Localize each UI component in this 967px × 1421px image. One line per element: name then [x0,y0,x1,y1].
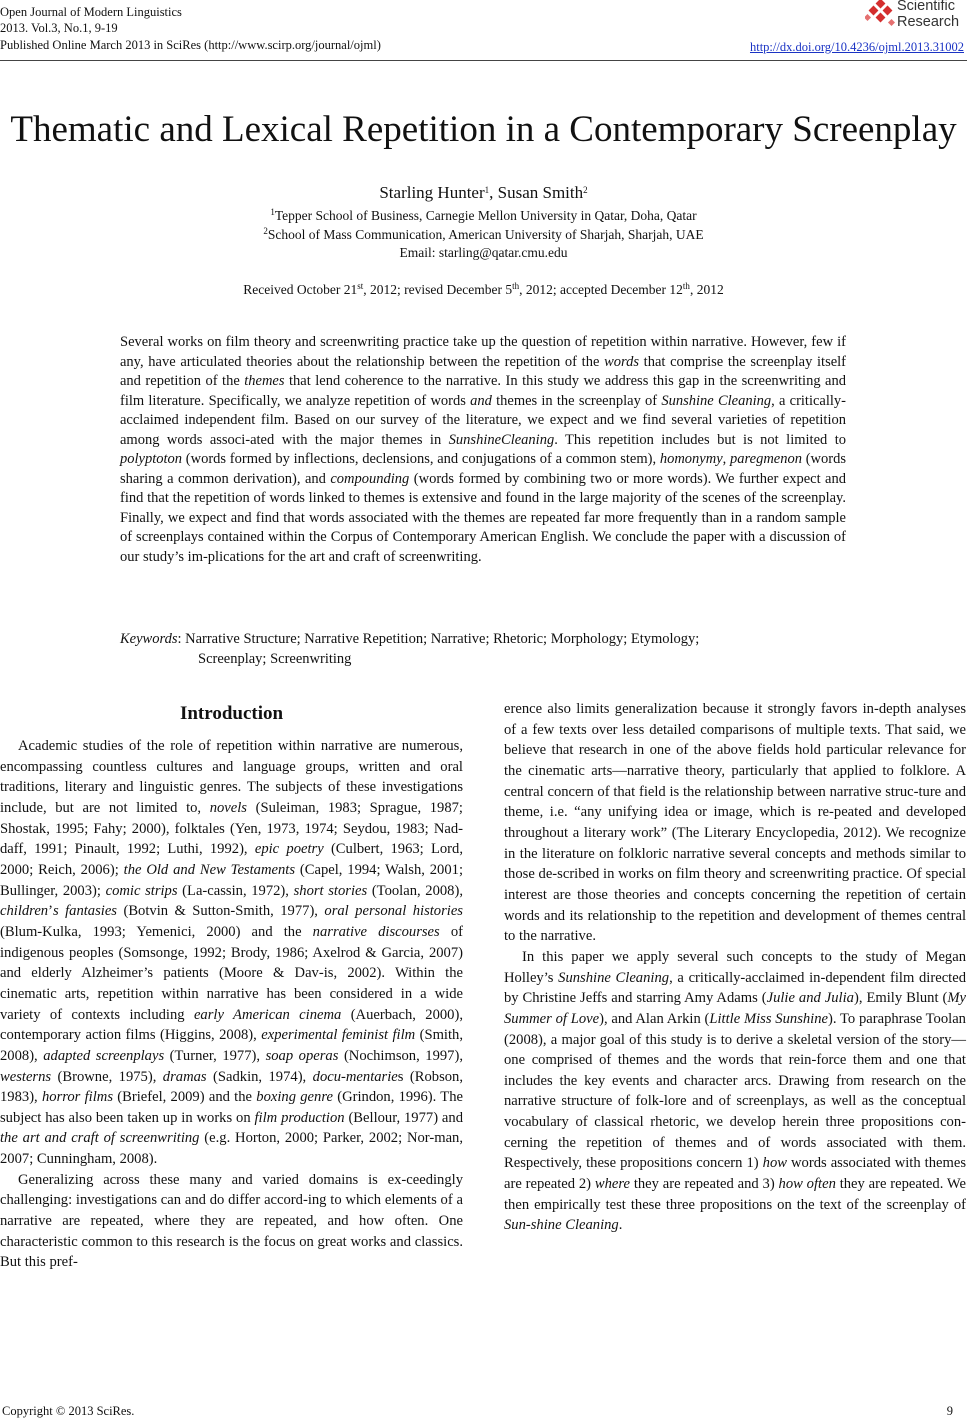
email-line: Email: starling@qatar.cmu.edu [399,245,568,260]
text-run: words associated with themes are repeated 2) [504,1155,966,1193]
journal-name: Open Journal of Modern Linguistics [0,5,182,19]
italic-run: horror films [41,1089,113,1106]
italic-run: early American cinema [193,1006,342,1023]
body-column-left [0,736,463,1273]
text-run: (words formed by inflections, declensions, and conjugations of a common stem), [182,451,660,468]
italic-run: short stories [293,882,368,899]
text-run: ), and Alan Arkin ( [599,1010,710,1027]
text-run: (Toolan, 2008), [367,882,463,899]
italic-run: how [762,1155,787,1172]
author-list [0,182,967,204]
text-run: Several works on film theory and screenwriting practice take up the question of repetition within narrative. However, few if any, have articulated theories about the relationship between the repetition of the [120,334,846,370]
date-text: , 2012; revised December 5 [363,282,513,297]
author-name: Starling Hunter [379,183,485,202]
text-run: (e.g. Horton, 2000; Parker, 2002; Nor-man, 2007; Cunningham, 2008). [0,1130,463,1168]
text-run: erence also limits generalization because it strongly favors in-depth analyses of a few texts over less detailed comparisons of multiple texts. That said, we believe that research in one of the above fields hold particular relevance for the cinematic arts—narrative theory, particularly that applied to folklore. A central concern of that field is the relationship between narrative struc-ture and theme, i.e. “any unifying idea or image, which is re-peated and developed throughout a literary work” (The Literary Encyclopedia, 2012). We recognize in the literature on folkloric narrative several concepts and methods similar to those de-scribed in works on film theory and screenwriting practice. Of special interest are those theories and concepts concerning the repetition of certain words and its relationship to the repetition and development of themes central to the narrative. [504,701,966,945]
author-separator: , [489,183,498,202]
italic-run: polyptoton [120,451,183,468]
italic-run: westerns [0,1068,52,1085]
text-run: (words formed by combining two or more words). We further expect and find that the repetition of words linked to themes is extensive and found in the large majority of the scenes of the screenplay. Finally, we expect and find that words associated with the themes are repeated far more frequently than in a random sample of screenplays contained within the Corpus of Contemporary American English. We conclude the paper with a discussion of our study’s im-plications for the art and craft of screenwriting. [120,470,846,566]
scientific-research-logo [865,0,965,36]
affiliation-marker: 1 [484,185,490,195]
copyright-notice: Copyright © 2013 SciRes. [2,1404,135,1418]
affiliation-marker: 2 [583,185,588,195]
italic-run: paregmenon [730,451,802,468]
italic-run: Sunshine Cleaning [558,969,670,986]
italic-run: compounding [330,470,410,487]
text-run: s (Robson, 1983), [0,1068,463,1106]
logo-line-scientific: Scientific [897,0,956,14]
date-text: , 2012; accepted December 12 [519,282,683,297]
date-text: , 2012 [689,282,724,297]
italic-run: dramas [162,1068,207,1085]
text-run: ). To paraphrase Toolan (2008), a major goal of this study is to derive a skeletal version of the story—one comprised of themes and the words that rein-force them and one that includes the key events and character arcs. Drawing from research on the narrative structure of folk-lore and of screenplays, as well as the conceptual vocabulary of classical rhetoric, we develop herein three propositions con-cerning the repetition of themes and of words associated with them. Respectively, these propositions concern 1) [504,1010,966,1172]
affiliation-1 [0,207,967,225]
text-run: (Browne, 1975), [51,1068,163,1085]
text-run: (La-cassin, 1972), [177,882,294,899]
text-run: they are repeated. We then empirically test these three propositions on the text of the screenplay of [504,1176,966,1213]
italic-run: narrative discourses [312,923,440,940]
text-run: that comprise the screenplay itself and repetition of the [120,353,847,390]
text-run: ’ [48,903,53,920]
italic-run: comic strips [105,882,178,899]
italic-run: film production [254,1109,345,1126]
date-suffix: th [512,281,520,291]
italic-run: homonymy [659,451,723,468]
body-paragraph [504,699,966,947]
italic-run: the Old and New Testaments [123,861,295,878]
italic-run: My Summer of Love [504,990,966,1027]
italic-run: the art and craft of screenwriting [0,1130,200,1147]
section-heading: Introduction [179,703,284,724]
italic-run: children [0,903,49,920]
italic-run: Sun-shine Cleaning [504,1217,619,1234]
text-run: (Blum-Kulka, 1993; Yemenici, 2000) and the [0,923,313,940]
text-run: (Turner, 1977), [164,1047,266,1064]
affiliation-text: School of Mass Communication, American University of Sharjah, Sharjah, UAE [267,227,704,242]
italic-run: novels [209,799,247,816]
abstract [120,333,846,568]
paper-title: Thematic and Lexical Repetition in a Contemporary Screenplay [10,109,957,150]
text-run: In this paper we apply several such concepts to the study of Megan Holley’s [504,948,966,986]
body-paragraph [504,947,966,1236]
affiliation-2 [0,226,967,244]
body-paragraph [0,736,463,1170]
text-run: , [722,451,731,468]
italic-run: Julie and Julia [766,990,854,1007]
italic-run: words [604,353,639,370]
italic-run: boxing genre [256,1089,333,1106]
italic-run: and [470,392,492,409]
text-run: (Grindon, 1996). The subject has also been taken up in works on [0,1089,464,1126]
affiliation-text: Tepper School of Business, Carnegie Mellon University in Qatar, Doha, Qatar [274,208,697,223]
date-suffix: st [357,281,364,291]
text-run: (Botvin & Sutton-Smith, 1977), [117,903,325,920]
volume-info: 2013. Vol.3, No.1, 9-19 [0,21,118,35]
text-run: (Bellour, 1977) and [344,1109,464,1126]
body-paragraph [0,1170,463,1273]
logo-line-research: Research [897,14,960,30]
italic-run: epic poetry [254,841,324,858]
date-text: Received October 21 [243,282,358,297]
italic-run: SunshineCleaning [448,431,555,448]
italic-run: where [594,1176,630,1193]
text-run: that lend coherence to the narrative. In this study we address this gap in the screenwriting and film literature. Specifically, we analyze repetition of words [120,373,846,409]
text-run: . This repetition includes but is not limited to [554,431,846,448]
journal-header [0,0,967,64]
author-name: Susan Smith [497,183,584,202]
text-run: (Auerbach, 2000), contemporary action films (Higgins, 2008), [0,1006,463,1044]
text-run: (words sharing a common derivation), and [120,451,846,487]
text-run: they are repeated and 3) [630,1176,779,1193]
text-run: , a critically-acclaimed in-dependent film directed by Christine Jeffs and starring Amy Adams ( [504,969,967,1007]
text-run: . [618,1217,623,1234]
italic-run: oral personal histories [324,903,463,920]
italic-run: adapted screenplays [43,1047,165,1064]
page-number: 9 [946,1404,953,1418]
italic-run: how often [778,1176,836,1193]
keywords-line-2: Screenplay; Screenwriting [198,651,352,667]
italic-run: docu-mentarie [312,1068,398,1085]
body-column-right [504,699,966,1236]
text-run: (Sadkin, 1974), [206,1068,313,1085]
italic-run: Sunshine Cleaning [661,392,772,409]
text-run: Generalizing across these many and varied domains is ex-ceedingly challenging: investigations can and do differ accord-ing to which elements of a narrative are repeated, where they are repeated, and how often. One characteristic common to this research is the focus on great works and classics. But this pref- [0,1171,463,1271]
text-run: , a critically-acclaimed independent film. Based on our survey of the literature, we expect and we find several varieties of repetition among words associ-ated with the major themes in [120,392,846,448]
italic-run: soap operas [265,1047,339,1064]
text-run: (Capel, 1994; Walsh, 2001; Bullinger, 2003); [0,861,463,899]
doi-link[interactable]: http://dx.doi.org/10.4236/ojml.2013.31002 [749,40,964,54]
italic-run: s fantasies [52,903,117,920]
text-run: themes in the screenplay of [491,392,662,409]
text-run: (Suleiman, 1983; Sprague, 1987; Shostak, 1995; Fahy; 2000), folktales (Yen, 1973, 1974; Seydou, 1983; Nad-daff, 1991; Pinault, 1992; Luthi, 1992), [0,799,463,858]
keywords-label: Keywords [120,631,178,647]
publication-info: Published Online March 2013 in SciRes (http://www.scirp.org/journal/ojml) [0,38,381,52]
logo-mark-icon [865,0,895,30]
keywords-line-1 [120,629,846,649]
affiliation-marker: 2 [263,226,268,236]
text-run: (Nochimson, 1997), [338,1047,463,1064]
keywords-list: : Narrative Structure; Narrative Repetition; Narrative; Rhetoric; Morphology; Etymology; [177,631,700,647]
received-dates [0,281,967,299]
italic-run: themes [244,373,285,390]
text-run: of indigenous peoples (Somsonge, 1992; Brody, 1986; Axelrod & Garcia, 2007) and elderly Alzheimer’s patients (Moore & Dav-is, 2002). Within the cinematic arts, repetition within narrative has been considered in a wide variety of contexts including [0,923,463,1023]
italic-run: experimental feminist film [261,1027,416,1044]
logo-wordmark [897,0,959,30]
header-divider [0,60,967,61]
text-run: Academic studies of the role of repetition within narrative are numerous, encompassing countless cultures and language groups, written and oral traditions, literary and linguistic genres. The subjects of these investigations include, but are not limited to, [0,738,463,816]
text-run: (Culbert, 1963; Lord, 2000; Reich, 2006); [0,841,463,878]
affiliation-marker: 1 [270,207,275,217]
text-run: ), Emily Blunt ( [853,990,948,1007]
keywords-block [120,629,846,669]
italic-run: Little Miss Sunshine [709,1010,828,1027]
text-run: (Smith, 2008), [0,1027,463,1064]
text-run: (Briefel, 2009) and the [113,1089,257,1106]
date-suffix: th [682,281,690,291]
